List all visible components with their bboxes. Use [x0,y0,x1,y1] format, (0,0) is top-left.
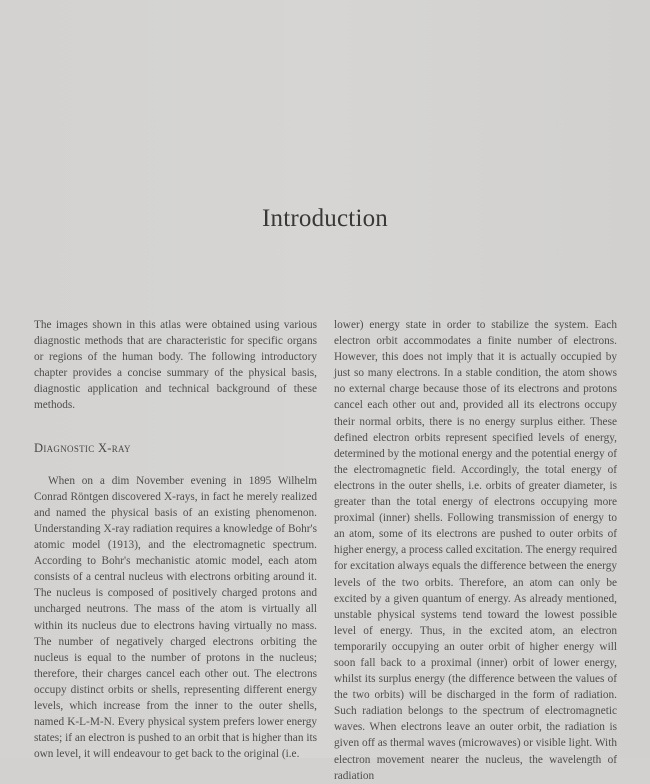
section-heading [34,440,317,456]
section-heading-text: Diagnostic X-ray [34,440,131,455]
page-title: Introduction [262,205,388,232]
right-column [334,317,617,784]
body-paragraph-right: lower) energy state in order to stabilize the system. Each electron orbit accommodates a finite number of electrons. However, this does not imply that it is actually occupied by just so many electrons. In a stable condition, the atom shows no external charge because those of its electrons and protons cancel each other out and, provided all its electrons occupy their normal orbits, there is no energy surplus either. These defined electron orbits represent specified levels of energy, determined by the motional energy and the potential energy of the electromagnetic field. Accordingly, the total energy of electrons in the outer shells, i.e. orbits of greater diameter, is greater than the total energy of electrons occupying more proximal (inner) shells. Following transmission of energy to an atom, some of its electrons are pushed to outer orbits of higher energy, a process called excitation. The energy required for excitation always equals the difference between the energy levels of the two orbits. Therefore, an atom can only be excited by a given quantum of energy. As already mentioned, unstable physical systems tend toward the lowest possible level of energy. Thus, in the excited atom, an electron temporarily occupying an outer orbit of higher energy will soon fall back to a proximal (inner) orbit of lower energy, whilst its surplus energy (the difference between the values of the two orbits) will be discharged in the form of radiation. Such radiation belongs to the spectrum of electromagnetic waves. When electrons leave an outer orbit, the radiation is given off as thermal waves (microwaves) or visible light. With electron movement nearer the nucleus, the wavelength of radiation [334,319,617,782]
intro-paragraph: The images shown in this atlas were obtained using various diagnostic methods that are characteristic for specific organs or regions of the human body. The following introductory chapter provides a concise summary of the physical basis, diagnostic application and technical background of these methods. [34,319,317,412]
left-column [34,317,317,762]
body-paragraph-left: When on a dim November evening in 1895 Wilhelm Conrad Röntgen discovered X-rays, in fact he merely realized and named the physical basis of an existing phenomenon. Understanding X-ray radiation requires a knowledge of Bohr's atomic model (1913), and the electromagnetic spectrum. According to Bohr's mechanistic atomic model, each atom consists of a central nucleus with electrons orbiting around it. The nucleus is composed of positively charged protons and uncharged neutrons. The mass of the atom is virtually all within its nucleus due to electrons having virtually no mass. The number of negatively charged electrons orbiting the nucleus is equal to the number of protons in the nucleus; therefore, their charges cancel each other out. The electrons occupy distinct orbits or shells, representing different energy levels, which increase from the inner to the outer shells, named K-L-M-N. Every physical system prefers lower energy states; if an electron is pushed to an orbit that is higher than its own level, it will endeavour to get back to the original (i.e. [34,474,317,761]
